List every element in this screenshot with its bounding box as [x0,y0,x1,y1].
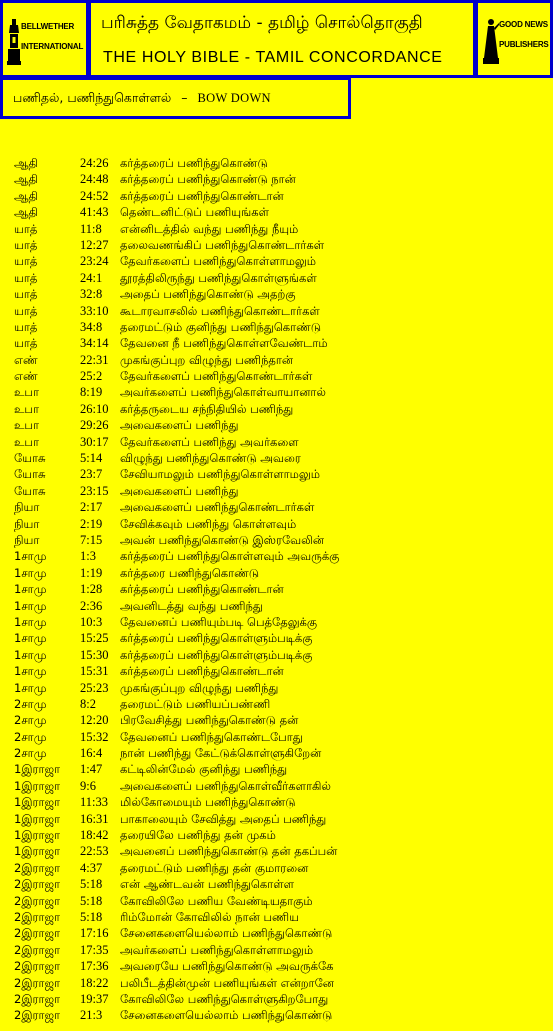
verse-excerpt: தரைமட்டும் பணியப்பண்ணி [120,696,271,711]
verse-reference: 1:19 [80,565,103,580]
concordance-row [14,188,544,204]
concordance-row [14,1007,544,1023]
concordance-row [14,384,544,400]
concordance-row [14,204,544,220]
verse-reference: 15:30 [80,647,109,662]
verse-reference: 5:18 [80,893,103,908]
concordance-row [14,975,544,991]
verse-excerpt: அவரையே பணிந்துகொண்டு அவருக்கே [120,959,334,974]
book-name: 2இராஜா [14,991,61,1006]
verse-reference: 2:17 [80,500,103,515]
verse-reference: 9:6 [80,778,96,793]
verse-reference: 22:53 [80,844,109,859]
concordance-row [14,778,544,794]
book-name: 2இராஜா [14,877,61,892]
verse-reference: 16:4 [80,746,103,761]
concordance-row [14,696,544,712]
concordance-row [14,450,544,466]
concordance-row [14,286,544,302]
verse-excerpt: தரைமட்டும் குனிந்து பணிந்துகொண்டு [120,319,322,334]
concordance-row [14,352,544,368]
book-name: யாத் [14,303,38,318]
book-name: எண் [14,369,38,384]
concordance-row [14,794,544,810]
concordance-row [14,155,544,171]
verse-reference: 26:10 [80,401,109,416]
concordance-row [14,253,544,269]
book-name: 1இராஜா [14,778,61,793]
verse-excerpt: அவனைப் பணிந்துகொண்டு தன் தகப்பன் [120,844,338,859]
verse-excerpt: கர்த்தரைப் பணிந்துகொண்டு நான் [120,172,296,187]
verse-excerpt: அவைகளைப் பணிந்துகொள்வீர்களாகில் [120,778,331,793]
concordance-row [14,614,544,630]
concordance-list [14,155,544,1024]
verse-reference: 1:28 [80,582,103,597]
verse-reference: 23:7 [80,467,103,482]
concordance-row [14,237,544,253]
verse-excerpt: அவைகளைப் பணிந்துகொண்டார்கள் [120,500,315,515]
book-name: 2இராஜா [14,909,61,924]
verse-excerpt: என்னிடத்தில் வந்து பணிந்து நீயும் [120,221,299,236]
concordance-row [14,761,544,777]
verse-reference: 1:3 [80,549,96,564]
subheader-title [13,89,271,107]
concordance-row [14,532,544,548]
verse-reference: 7:15 [80,532,103,547]
verse-reference: 11:33 [80,795,109,810]
verse-excerpt: அவன் பணிந்துகொண்டு இஸ்ரவேலின் [120,532,324,547]
verse-excerpt: பிரவேசித்து பணிந்துகொண்டு தன் [120,713,299,728]
book-name: உபா [14,401,39,416]
verse-excerpt: அவைகளைப் பணிந்து [120,483,239,498]
verse-excerpt: தேவர்களைப் பணிந்துகொள்ளாமலும் [120,254,316,269]
concordance-row [14,876,544,892]
verse-reference: 12:20 [80,713,109,728]
right-logo-line-2: PUBLISHERS [499,40,549,49]
verse-excerpt: முகங்குப்புற விழுந்து பணிந்தான் [120,352,294,367]
book-name: 1இராஜா [14,828,61,843]
book-name: 2சாமு [14,713,47,728]
book-name: உபா [14,418,39,433]
verse-reference: 23:15 [80,483,109,498]
verse-reference: 15:25 [80,631,109,646]
concordance-row [14,221,544,237]
concordance-row [14,745,544,761]
verse-reference: 11:8 [80,221,102,236]
book-name: நியா [14,532,40,547]
book-name: நியா [14,516,40,531]
verse-excerpt: தேவர்களைப் பணிந்துகொண்டார்கள் [120,369,313,384]
bellwether-logo [0,0,89,78]
book-name: யாத் [14,254,38,269]
verse-reference: 32:8 [80,287,103,302]
book-name: 2சாமு [14,746,47,761]
verse-reference: 24:48 [80,172,109,187]
book-name: 2இராஜா [14,860,61,875]
verse-excerpt: கட்டிலின்மேல் குனிந்து பணிந்து [120,762,288,777]
left-logo-line-2: INTERNATIONAL [21,42,84,51]
verse-reference: 24:52 [80,188,109,203]
concordance-row [14,663,544,679]
concordance-row [14,925,544,941]
concordance-row [14,466,544,482]
book-name: 2சாமு [14,729,47,744]
book-name: யாத் [14,287,38,302]
verse-reference: 34:8 [80,319,103,334]
verse-excerpt: பாகாலையும் சேவித்து அதைப் பணிந்து [120,811,327,826]
verse-reference: 21:3 [80,1008,103,1023]
book-name: யாத் [14,319,38,334]
verse-reference: 5:18 [80,877,103,892]
verse-reference: 29:26 [80,418,109,433]
verse-reference: 23:24 [80,254,109,269]
verse-reference: 25:2 [80,369,103,384]
concordance-row [14,729,544,745]
book-name: 1சாமு [14,549,47,564]
bell-tower-icon [7,19,21,65]
verse-reference: 2:36 [80,598,103,613]
verse-reference: 5:18 [80,909,103,924]
page-title-tamil: பரிசுத்த வேதாகமம் - தமிழ் சொல்தொகுதி [101,13,423,33]
verse-reference: 2:19 [80,516,103,531]
book-name: யாத் [14,270,38,285]
book-name: 1சாமு [14,680,47,695]
verse-reference: 12:27 [80,237,109,252]
verse-reference: 33:10 [80,303,109,318]
verse-excerpt: தேவர்களைப் பணிந்து அவர்களை [120,434,299,449]
book-name: யோசு [14,483,46,498]
verse-excerpt: தேவனைப் பணியும்படி பெத்தேலுக்கு [120,614,318,629]
verse-reference: 10:3 [80,614,103,629]
verse-excerpt: கர்த்தரைப் பணிந்துகொள்ளும்படிக்கு [120,631,313,646]
book-name: 2இராஜா [14,942,61,957]
concordance-row [14,319,544,335]
verse-reference: 24:1 [80,270,103,285]
book-name: ஆதி [14,156,38,170]
verse-reference: 17:35 [80,942,109,957]
verse-excerpt: அவைகளைப் பணிந்து [120,418,239,433]
verse-excerpt: அவர்களைப் பணிந்துகொள்வாயானால் [120,385,326,400]
verse-excerpt: தேவனை நீ பணிந்துகொள்ளவேண்டாம் [120,336,328,351]
concordance-row [14,303,544,319]
subheader-tamil: பணிதல், பணிந்துகொள்ளல் [13,90,172,105]
concordance-row [14,598,544,614]
concordance-row [14,712,544,728]
book-name: ஆதி [14,172,38,187]
book-name: 1இராஜா [14,811,61,826]
verse-reference: 8:19 [80,385,103,400]
verse-excerpt: கர்த்தருடைய சந்நிதியில் பணிந்து [120,401,294,416]
concordance-row [14,434,544,450]
book-name: 1இராஜா [14,762,61,777]
verse-excerpt: அவர்களைப் பணிந்துகொள்ளாமலும் [120,942,314,957]
verse-excerpt: கோவிலிலே பணிய வேண்டியதாகும் [120,893,313,908]
verse-excerpt: கர்த்தரைப் பணிந்துகொள்ளும்படிக்கு [120,647,313,662]
verse-reference: 17:36 [80,959,109,974]
page-title-english: THE HOLY BIBLE - TAMIL CONCORDANCE [103,49,443,66]
concordance-row [14,565,544,581]
verse-excerpt: பலிபீடத்தின்முன் பணியுங்கள் என்றானே [120,975,334,990]
concordance-row [14,499,544,515]
concordance-row [14,581,544,597]
concordance-row [14,516,544,532]
verse-excerpt: சேனைகளையெல்லாம் பணிந்துகொண்டு [120,1008,333,1023]
book-name: 2இராஜா [14,893,61,908]
book-name: யோசு [14,467,46,482]
verse-excerpt: கர்த்தரைப் பணிந்துகொண்டான் [120,664,284,679]
book-name: 2இராஜா [14,926,61,941]
book-name: 2இராஜா [14,975,61,990]
herald-figure-icon [483,18,499,64]
concordance-row [14,171,544,187]
concordance-row [14,483,544,499]
concordance-row [14,958,544,974]
verse-reference: 19:37 [80,991,109,1006]
title-panel [88,0,476,78]
book-name: 1சாமு [14,598,47,613]
book-name: 2இராஜா [14,1008,61,1023]
verse-excerpt: ரிம்மோன் கோவிலில் நான் பணிய [120,909,300,924]
verse-excerpt: சேனைகளையெல்லாம் பணிந்துகொண்டு [120,926,333,941]
subheader-dash: – [181,90,188,105]
concordance-row [14,843,544,859]
book-name: 1சாமு [14,647,47,662]
book-name: 1சாமு [14,582,47,597]
concordance-row [14,368,544,384]
verse-excerpt: கர்த்தரைப் பணிந்துகொண்டான் [120,582,284,597]
verse-reference: 5:14 [80,451,103,466]
book-name: யோசு [14,451,46,466]
concordance-row [14,270,544,286]
verse-reference: 15:31 [80,664,109,679]
verse-excerpt: கர்த்தரைப் பணிந்துகொள்ளவும் அவருக்கு [120,549,340,564]
verse-reference: 41:43 [80,205,109,220]
book-name: யாத் [14,336,38,351]
verse-excerpt: தலைவணங்கிப் பணிந்துகொண்டார்கள் [120,237,325,252]
verse-reference: 1:47 [80,762,103,777]
verse-excerpt: தெண்டனிட்டுப் பணியுங்கள் [120,205,269,220]
verse-excerpt: தூரத்திலிருந்து பணிந்துகொள்ளுங்கள் [120,270,317,285]
book-name: உபா [14,434,39,449]
book-name: 2இராஜா [14,959,61,974]
book-name: யாத் [14,237,38,252]
concordance-row [14,827,544,843]
verse-excerpt: கூடாரவாசலில் பணிந்துகொண்டார்கள் [120,303,320,318]
concordance-row [14,893,544,909]
verse-excerpt: மில்கோமையும் பணிந்துகொண்டு [120,795,296,810]
book-name: 1சாமு [14,565,47,580]
verse-reference: 4:37 [80,860,103,875]
concordance-row [14,548,544,564]
book-name: 1சாமு [14,664,47,679]
verse-excerpt: அவனிடத்து வந்து பணிந்து [120,598,263,613]
book-name: எண் [14,352,38,367]
verse-excerpt: தேவனைப் பணிந்துகொண்டபோது [120,729,303,744]
book-name: 1இராஜா [14,844,61,859]
verse-excerpt: என் ஆண்டவன் பணிந்துகொள்ள [120,877,295,892]
verse-excerpt: தரையிலே பணிந்து தன் முகம் [120,828,276,843]
verse-excerpt: சேவிக்கவும் பணிந்து கொள்ளவும் [120,516,297,531]
concordance-row [14,811,544,827]
concordance-row [14,401,544,417]
verse-excerpt: அதைப் பணிந்துகொண்டு அதற்கு [120,287,296,302]
book-name: 1இராஜா [14,795,61,810]
concordance-row [14,860,544,876]
verse-excerpt: கர்த்தரைப் பணிந்துகொண்டான் [120,188,284,203]
verse-reference: 22:31 [80,352,109,367]
verse-reference: 8:2 [80,696,96,711]
concordance-row [14,680,544,696]
good-news-logo [475,0,553,78]
book-name: யாத் [14,221,38,236]
concordance-row [14,909,544,925]
book-name: 2சாமு [14,696,47,711]
right-logo-line-1: GOOD NEWS [499,20,548,29]
verse-reference: 18:22 [80,975,109,990]
verse-reference: 16:31 [80,811,109,826]
book-name: ஆதி [14,188,38,203]
verse-reference: 34:14 [80,336,109,351]
verse-excerpt: விழுந்து பணிந்துகொண்டு அவரை [120,451,301,466]
verse-reference: 15:32 [80,729,109,744]
verse-excerpt: நான் பணிந்து கேட்டுக்கொள்ளுகிறேன் [120,746,322,761]
verse-reference: 17:16 [80,926,109,941]
concordance-row [14,417,544,433]
book-name: 1சாமு [14,614,47,629]
verse-reference: 30:17 [80,434,109,449]
concordance-row [14,942,544,958]
verse-excerpt: முகங்குப்புற விழுந்து பணிந்து [120,680,279,695]
book-name: நியா [14,500,40,515]
book-name: உபா [14,385,39,400]
verse-reference: 18:42 [80,828,109,843]
concordance-row [14,647,544,663]
verse-excerpt: சேவியாமலும் பணிந்துகொள்ளாமலும் [120,467,320,482]
subheader-panel [0,77,351,119]
left-logo-line-1: BELLWETHER [21,22,75,31]
book-name: ஆதி [14,205,38,220]
subheader-english: BOW DOWN [197,91,271,105]
verse-reference: 25:23 [80,680,109,695]
verse-excerpt: கர்த்தரைப் பணிந்துகொண்டு [120,156,268,170]
concordance-row [14,630,544,646]
book-name: 1சாமு [14,631,47,646]
verse-excerpt: கோவிலிலே பணிந்துகொள்ளுகிறபோது [120,991,329,1006]
concordance-row [14,335,544,351]
verse-reference: 24:26 [80,156,109,170]
verse-excerpt: கர்த்தரை பணிந்துகொண்டு [120,565,260,580]
concordance-row [14,991,544,1007]
verse-excerpt: தரைமட்டும் பணிந்து தன் குமாரனை [120,860,309,875]
